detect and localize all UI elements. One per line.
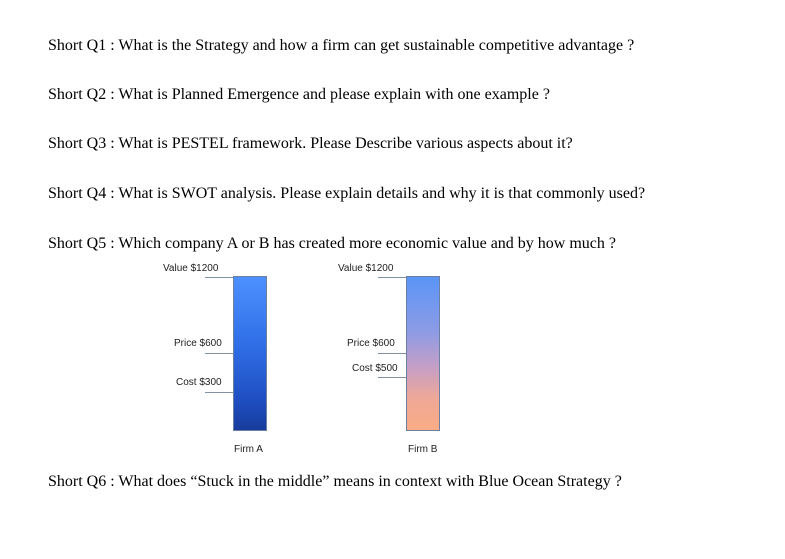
question-4: Short Q4 : What is SWOT analysis. Please explain details and why it is that commonly used? (48, 185, 646, 202)
firm-b-bar (406, 276, 440, 431)
firm-a-bar (233, 276, 267, 431)
firm-a-price-tick (205, 353, 233, 354)
question-3: Short Q3 : What is PESTEL framework. Please Describe various aspects about it? (48, 135, 573, 152)
firm-a-value-tick (205, 277, 233, 278)
question-1: Short Q1 : What is the Strategy and how a firm can get sustainable competitive advantage ? (48, 37, 635, 54)
firm-a-cost-label: Cost $300 (176, 377, 222, 388)
firm-b-value-tick (378, 277, 406, 278)
question-6: Short Q6 : What does “Stuck in the middle” means in context with Blue Ocean Strategy ? (48, 473, 622, 490)
firm-a-cost-tick (205, 392, 233, 393)
question-2: Short Q2 : What is Planned Emergence and please explain with one example ? (48, 86, 550, 103)
firm-b-value-label: Value $1200 (338, 263, 394, 274)
question-5: Short Q5 : Which company A or B has created more economic value and by how much ? (48, 235, 616, 252)
firm-a-value-label: Value $1200 (163, 263, 219, 274)
firm-b-cost-tick (378, 377, 406, 378)
firm-a-label: Firm A (234, 444, 263, 455)
firm-b-price-tick (378, 353, 406, 354)
firm-a-price-label: Price $600 (174, 338, 222, 349)
firm-b-price-label: Price $600 (347, 338, 395, 349)
firm-b-label: Firm B (408, 444, 438, 455)
firm-b-cost-label: Cost $500 (352, 363, 398, 374)
